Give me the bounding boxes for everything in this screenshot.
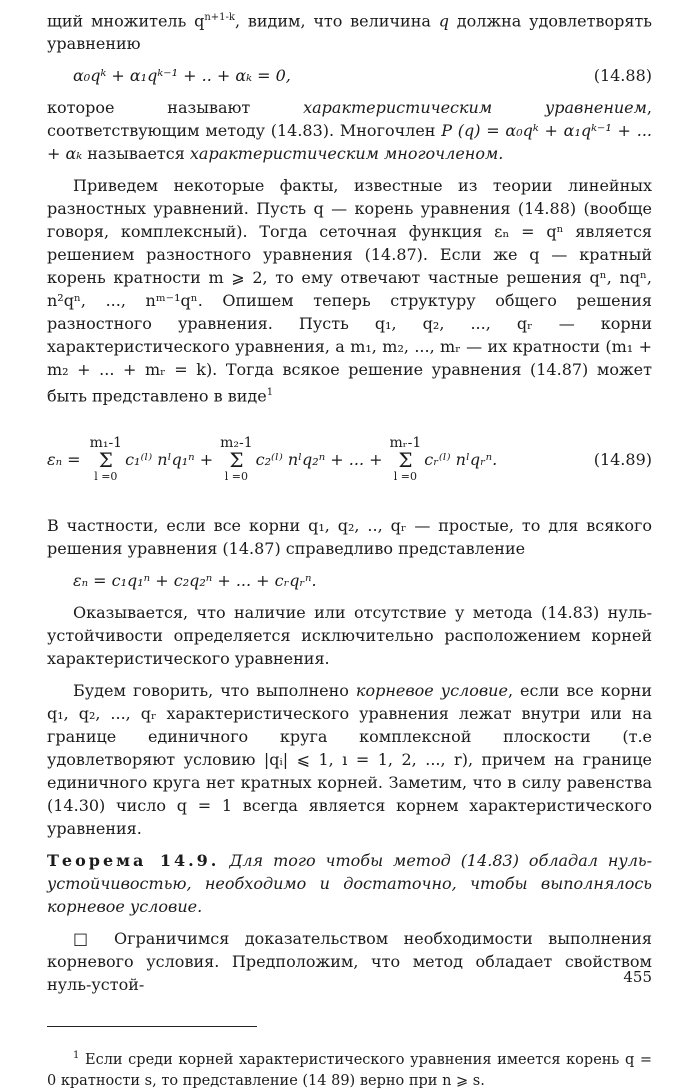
footnote-mark: 1 bbox=[73, 1049, 80, 1061]
equation-number: (14.88) bbox=[593, 66, 652, 86]
term-char-equation: характеристическим уравнением bbox=[303, 98, 647, 118]
paragraph-proof: □ Ограничимся доказательством необходимости выполнения корневого условия. Предположим, что метод обладает свойством нуль-устой- bbox=[47, 928, 652, 994]
footnote: $^1$ Если среди корней характеристического уравнения имеется корень q = 0 кратности s, то представление (14 89) верно при n ⩾ s. bbox=[47, 1049, 652, 1090]
theorem-14-9 bbox=[47, 849, 652, 918]
sum-2: m₂-1 Σ l =0 bbox=[220, 434, 253, 483]
equation-number: (14.89) bbox=[593, 450, 652, 470]
term-char-polynomial: характеристическим многочленом. bbox=[189, 144, 504, 164]
equation-14-89 bbox=[47, 428, 652, 492]
page-body bbox=[47, 6, 652, 1092]
paragraph-root-condition: Будем говорить, что выполнено корневое условие, если все корни q₁, q₂, ..., qᵣ характеристического уравнения лежат внутри или на границе единичного круга комплексной плоскости (т.е удовлетворяют условию |qᵢ| ⩽ 1, ı = 1, 2, ..., r), причем на границе единичного круга нет кратных корней. Заметим, что в силу равенства (14.30) число q = 1 всегда является корнем характеристического уравнения. bbox=[47, 680, 652, 838]
term-root-condition: корневое условие bbox=[355, 680, 508, 700]
equation-14-88 bbox=[47, 64, 652, 87]
paragraph-continued: щий множитель $q^{n+1-k}$, видим, что величина q должна удовлетворять уравнению bbox=[47, 11, 652, 54]
paragraph-simple-roots: В частности, если все корни q₁, q₂, .., qᵣ — простые, то для всякого решения уравнения (14.87) справедливо представление bbox=[47, 515, 652, 558]
paragraph-facts: Приведем некоторые факты, известные из теории линейных разностных уравнений. Пусть q — корень уравнения (14.88) (вообще говоря, комплексный). Тогда сеточная функция εₙ = qⁿ является решением разностного уравнения (14.87). Если же q — кратный корень кратности m ⩾ 2, то ему отвечают частные решения qⁿ, nqⁿ, n²qⁿ, ..., nᵐ⁻¹qⁿ. Опишем теперь структуру общего решения разностного уравнения. Пусть q₁, q₂, ..., qᵣ — корни характеристического уравнения, а m₁, m₂, ..., mᵣ — их кратности (m₁ + m₂ + ... + mᵣ = k). Тогда всякое решение уравнения (14.87) может быть представлено в виде$^1$ bbox=[47, 176, 652, 406]
sum-1: m₁-1 Σ l =0 bbox=[89, 434, 123, 483]
theorem-label: Теорема 14.9. bbox=[47, 850, 220, 870]
paragraph-definition: которое называют характеристическим уравнением, соответствующим методу (14.83). Многочлен P (q) = α₀qᵏ + α₁qᵏ⁻¹ + ... + αₖ называется характеристическим многочленом. bbox=[47, 98, 652, 164]
footnote-divider bbox=[47, 1026, 257, 1027]
equation-simple-roots: εₙ = c₁q₁ⁿ + c₂q₂ⁿ + ... + cᵣqᵣⁿ. bbox=[73, 570, 317, 590]
sum-3: mᵣ-1 Σ l =0 bbox=[389, 434, 422, 483]
footnote-ref: 1 bbox=[266, 387, 274, 399]
paragraph-stability: Оказывается, что наличие или отсутствие у метода (14.83) нуль-устойчивости определяется исключительно расположением корней характеристического уравнения. bbox=[47, 602, 652, 668]
equation-body: εₙ = m₁-1 Σ l =0 c₁⁽ˡ⁾ nˡq₁ⁿ + m₂-1 Σ l =0 c₂⁽ˡ⁾ nˡq₂ⁿ + ... + mᵣ-1 Σ l =0 cᵣ⁽ˡ⁾ nˡqᵣⁿ. bbox=[47, 434, 498, 483]
equation-body: α₀qᵏ + α₁qᵏ⁻¹ + .. + αₖ = 0, bbox=[73, 66, 291, 86]
theorem-text: Для того чтобы метод (14.83) обладал нуль-устойчивостью, необходимо и достаточно, чтобы выполнялось корневое условие. bbox=[47, 850, 652, 916]
page-number: 455 bbox=[623, 968, 652, 986]
